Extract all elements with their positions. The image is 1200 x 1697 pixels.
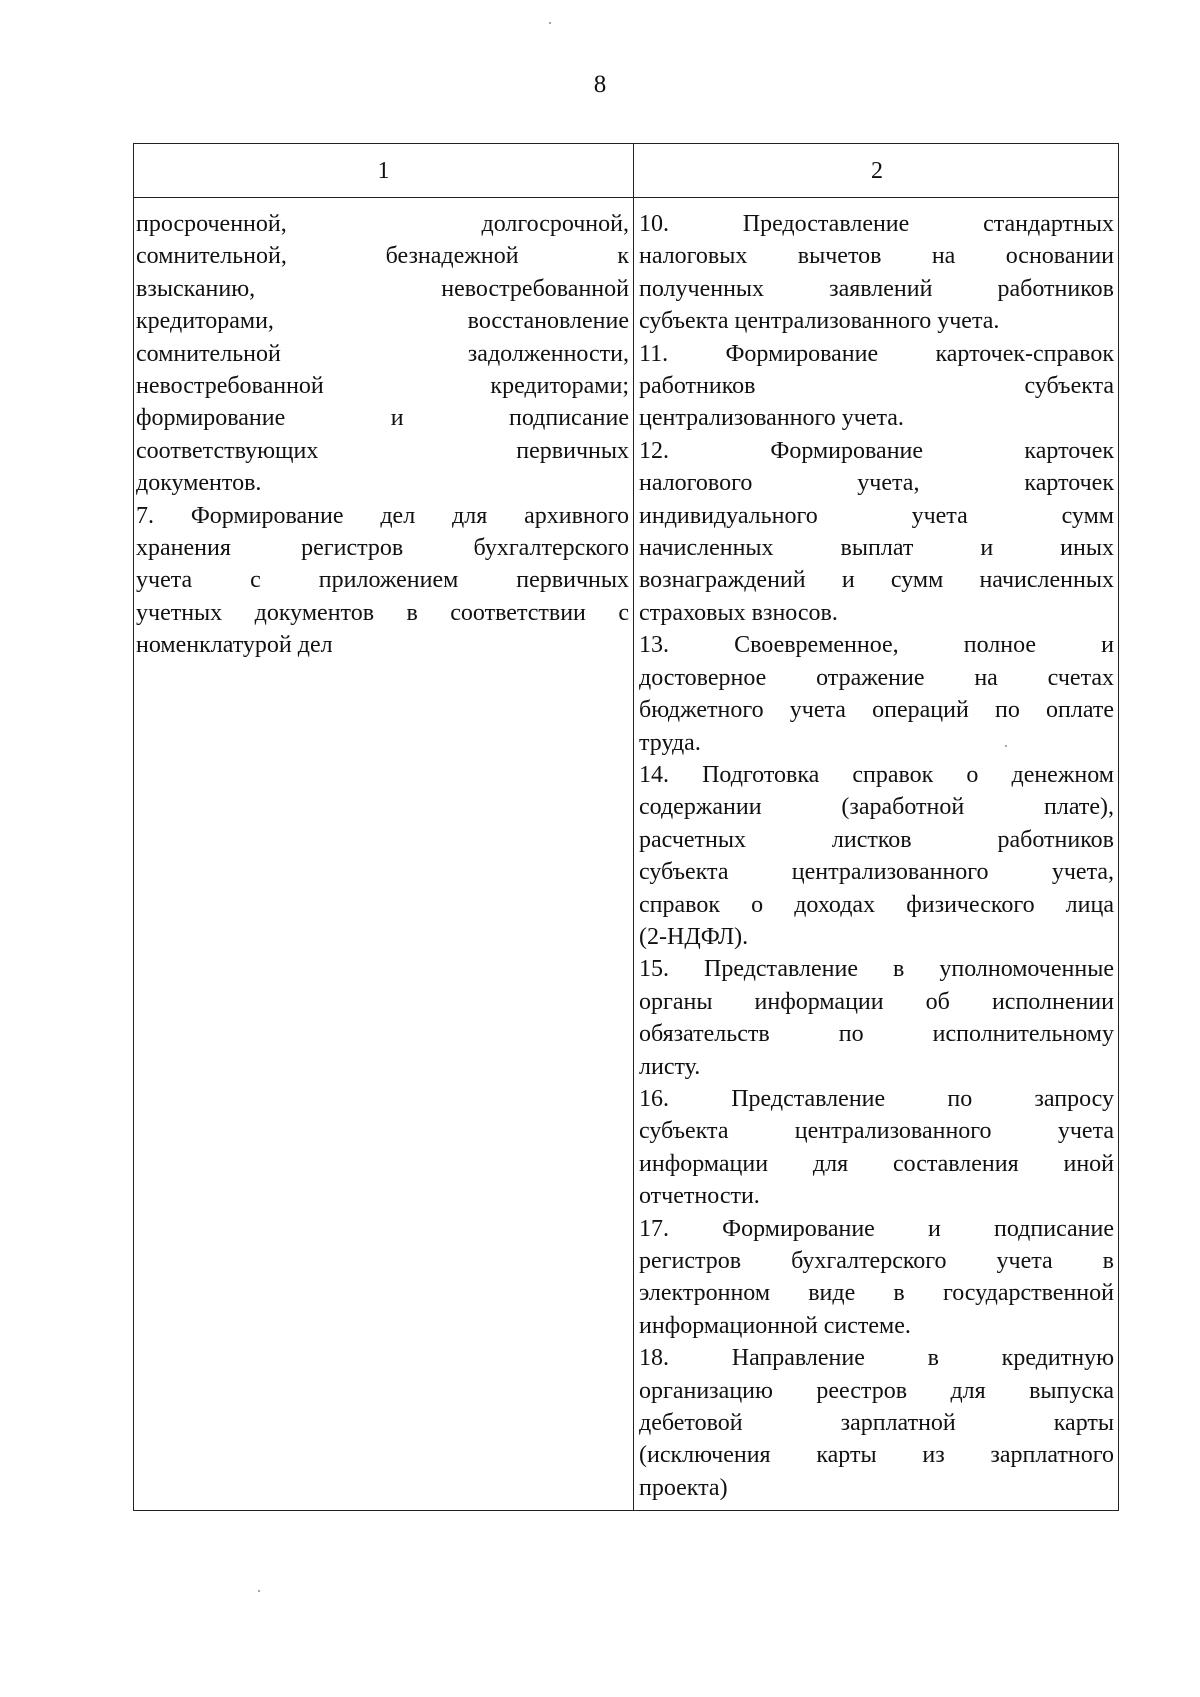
text-line: дебетовой зарплатной карты <box>639 1410 1114 1437</box>
text-line: регистров бухгалтерского учета в <box>639 1248 1114 1274</box>
text-line: отчетности. <box>639 1183 760 1210</box>
responsibilities-table <box>133 143 1119 1511</box>
column-divider <box>633 144 634 1510</box>
text-line: субъекта централизованного учета <box>639 1118 1114 1145</box>
text-line: труда. <box>639 729 701 756</box>
table-cell-col2 <box>639 208 1114 1504</box>
text-line: 7. Формирование дел для архивного <box>136 502 629 529</box>
text-line: работников субъекта <box>639 373 1114 400</box>
text-line: 17. Формирование и подписание <box>639 1215 1114 1242</box>
text-line: субъекта централизованного учета, <box>639 859 1114 886</box>
text-line: расчетных листков работников <box>639 826 1114 853</box>
scan-speck <box>549 22 551 24</box>
scan-speck <box>1005 745 1007 747</box>
text-line: (2-НДФЛ). <box>639 923 749 950</box>
text-line: организацию реестров для выпуска <box>639 1377 1114 1404</box>
text-line: централизованного учета. <box>639 405 904 432</box>
text-line: 10. Предоставление стандартных <box>639 211 1114 237</box>
text-line: просроченной, долгосрочной, <box>136 211 629 237</box>
text-line: документов. <box>136 470 262 497</box>
text-line: (исключения карты из зарплатного <box>639 1442 1114 1469</box>
text-line: номенклатурой дел <box>136 632 333 659</box>
text-line: учета с приложением первичных <box>136 567 629 594</box>
text-line: обязательств по исполнительному <box>639 1021 1114 1048</box>
text-line: проекта) <box>639 1474 728 1501</box>
text-line: 14. Подготовка справок о денежном <box>639 761 1114 788</box>
text-line: налоговых вычетов на основании <box>639 243 1114 270</box>
text-line: 13. Своевременное, полное и <box>639 632 1114 659</box>
text-line: полученных заявлений работников <box>639 275 1114 302</box>
text-line: индивидуального учета сумм <box>639 502 1114 529</box>
text-line: сомнительной, безнадежной к <box>136 243 629 270</box>
text-line: страховых взносов. <box>639 599 838 626</box>
text-line: достоверное отражение на счетах <box>639 664 1114 691</box>
scan-speck <box>258 1590 260 1592</box>
text-line: бюджетного учета операций по оплате <box>639 697 1114 724</box>
text-line: начисленных выплат и иных <box>639 535 1114 562</box>
text-line: сомнительной задолженности, <box>136 340 629 367</box>
text-line: налогового учета, карточек <box>639 470 1114 497</box>
text-line: хранения регистров бухгалтерского <box>136 535 629 562</box>
text-line: взысканию, невостребованной <box>136 275 629 302</box>
text-line: вознаграждений и сумм начисленных <box>639 567 1114 594</box>
table-header-row <box>134 144 1118 198</box>
header-cell-col1: 1 <box>377 158 390 184</box>
text-line: справок о доходах физического лица <box>639 891 1114 918</box>
page-number: 8 <box>593 71 607 98</box>
text-line: содержании (заработной плате), <box>639 794 1114 821</box>
text-line: 16. Представление по запросу <box>639 1085 1114 1112</box>
text-line: листу. <box>639 1053 701 1080</box>
text-line: невостребованной кредиторами; <box>136 373 629 400</box>
text-line: электронном виде в государственной <box>639 1280 1114 1307</box>
text-line: субъекта централизованного учета. <box>639 308 1000 335</box>
text-line: 12. Формирование карточек <box>639 437 1114 464</box>
text-line: 11. Формирование карточек-справок <box>639 340 1114 367</box>
text-line: учетных документов в соответствии с <box>136 599 629 626</box>
text-line: 18. Направление в кредитную <box>639 1345 1114 1372</box>
text-line: соответствующих первичных <box>136 437 629 464</box>
text-line: органы информации об исполнении <box>639 988 1114 1015</box>
text-line: формирование и подписание <box>136 405 629 432</box>
text-line: 15. Представление в уполномоченные <box>639 956 1114 983</box>
table-cell-col1 <box>136 208 629 662</box>
text-line: информации для составления иной <box>639 1150 1114 1177</box>
text-line: информационной системе. <box>639 1312 911 1339</box>
text-line: кредиторами, восстановление <box>136 308 629 335</box>
header-cell-col2: 2 <box>871 158 883 184</box>
